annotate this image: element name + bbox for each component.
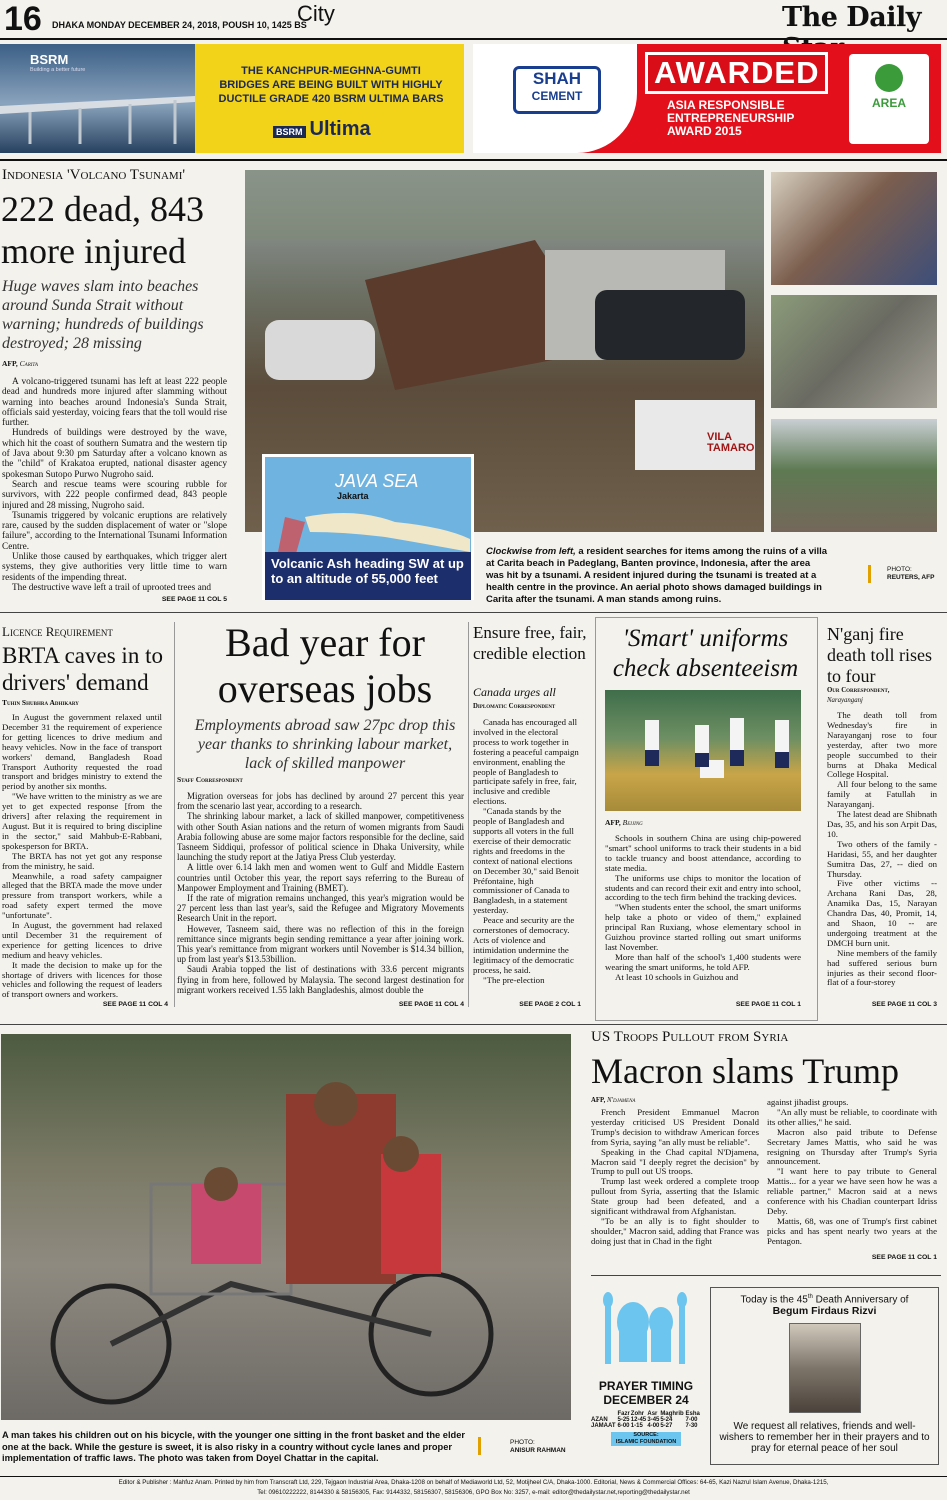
bicycle-photo [1, 1034, 571, 1420]
brta-para: In August the government relaxed until December 31 the requirement of experience for getting licences to drive medium and heavy vehicles. Now in the face of transport workers' demand, Bangladesh Road Transport Authority requested the road transport and bridges ministry to extend the period by another six months. [2, 713, 162, 792]
jobs-para: A little over 6.14 lakh men and women went to Gulf and Middle Eastern countries until October this year, the report says referring to the Bureau of Manpower Employment and Training (BMET). [177, 862, 464, 893]
sign-line: TAMARO [707, 442, 755, 454]
uniforms-body [605, 834, 801, 1000]
election-deck: Canada urges all [473, 685, 556, 699]
macron-jump[interactable]: SEE PAGE 11 COL 1 [871, 1254, 937, 1261]
vila-tamaro-sign [707, 432, 754, 454]
obit-line-b: Death Anniversary of [812, 1294, 909, 1306]
tsunami-byline-place: Carita [19, 359, 38, 368]
sign-line: VILA [707, 431, 733, 443]
tsunami-deck: Huge waves slam into beaches around Sunda Strait without warning; hundreds of buildings destroyed; 28 missing [2, 278, 204, 352]
prayer-date: DECEMBER 24 [603, 1393, 689, 1407]
nganj-para: Two others of the family - Haridasi, 55, and her daughter Sumitra Das, 27, -- died on Thursday. [827, 838, 937, 879]
area-badge-text: AREA [871, 96, 906, 110]
macron-byline [591, 1097, 635, 1104]
jobs-body [177, 791, 464, 999]
macron-byline-agency: AFP, [591, 1097, 606, 1104]
prayer-cell: 5-25 [617, 1417, 630, 1423]
credit-name: ANISUR RAHMAN [510, 1447, 566, 1454]
credit-name: REUTERS, AFP [887, 574, 935, 581]
obit-line-a: Today is the 45 [740, 1294, 808, 1306]
uniforms-photo [605, 690, 801, 811]
uniforms-para: Schools in southern China are using chip-powered "smart" school uniforms to track their students in a bid to tackle truancy and boost attendance, according to state media. [605, 834, 801, 873]
jobs-headline: Bad year for overseas jobs [217, 620, 433, 711]
awarded-headline: AWARDED [645, 52, 828, 94]
bicycle-caption: A man takes his children out on his bicycle, with the younger one sitting in the front basket and the elder one at the back. While the gesture is sweet, it is also risky in a country without cycle lanes and proper implementation of traffic laws. The photo was taken from Doyel Chattar in the capital. [2, 1430, 466, 1463]
prayer-row [591, 1423, 701, 1429]
tsunami-body [2, 377, 227, 595]
footer-rule [0, 1476, 947, 1477]
brta-para: It made the decision to make up for the shortage of drivers with licences for those vehicles and following the request of leaders of transport owners and workers. [2, 959, 162, 999]
nganj-byline-place: Narayanganj [827, 697, 863, 704]
prayer-cell: 5-27 [660, 1423, 673, 1429]
brta-body [2, 713, 162, 999]
tsunami-caption-lead: Clockwise from left, [486, 546, 576, 557]
prayer-cell: 6-00 [617, 1423, 630, 1429]
bsrm-logo: BSRM [30, 52, 69, 67]
nganj-body [827, 711, 937, 1000]
macron-byline-place: N'djamena [607, 1097, 636, 1104]
election-para: "Canada stands by the people of Bangladesh and supports all voters in the full exercise of their democratic rights and freedoms in the context of national elections on December 30," said Benoit Préfontaine, high commissioner of Canada to Bangladesh, in a statement yesterday. [473, 806, 579, 916]
jobs-para: The shrinking labour market, a lack of skilled manpower, competitiveness with other South Asian nations and the return of women migrants from Saudi Arabia following abuse are some major factors responsible for the decline, said Tasneem Siddiqui, professor of political science in Dhaka University, while launching the study report at the Jatiya Press Club yesterday. [177, 811, 464, 863]
masthead-logo: The Daily [782, 2, 921, 33]
nganj-jump[interactable]: SEE PAGE 11 COL 3 [871, 1001, 937, 1008]
obit-sup: th [807, 1294, 813, 1300]
brta-para: "We have written to the ministry as we are yet to get expected response [from the drivers] after relaxing the requirement in August. But it is required to bring discipline in the sector," said Mahbub-E-Rabbani, spokesperson for BRTA. [2, 791, 162, 851]
tsunami-para: Tsunamis triggered by volcanic eruptions are relatively rare, caused by the sudden displacement of water or "slope failure", according to the International Tsunami Information Centre. [2, 510, 227, 552]
cement-logo-word: CEMENT [531, 89, 583, 103]
uniforms-byline-agency: AFP, [605, 818, 621, 827]
prayer-title: PRAYER TIMING [598, 1379, 694, 1393]
tsunami-para: The destructive wave left a trail of uprooted trees and [12, 582, 212, 593]
tsunami-caption-text: a resident searches for items among the ruins of a villa at Carita beach in Padeglang, Banten province, Indonesia, after the area was hit by a tsunami. A resident injured during the tsunami is treated at a health centre in the province. An aerial photo shows damaged buildings in Carita after the tsunami. A man stands among ruins. [486, 546, 828, 605]
uniforms-para: The uniforms use chips to monitor the location of students and can record their exit and entry into school, according to the tech firm behind the tracking devices. [605, 872, 801, 903]
row-rule [0, 1024, 947, 1025]
bsrm-tagline: Building a better future [30, 67, 86, 73]
bridge-image [0, 44, 195, 153]
ad-rule [0, 159, 947, 161]
credit-label: PHOTO: [887, 566, 912, 573]
prayer-source [611, 1432, 681, 1446]
tsunami-para: Hundreds of buildings were destroyed by the wave, which hit the coast of southern Sumatra and the western tip of Java about 9:30 pm Saturday after a volcano known as the "child" of Krakatoa erupted, national disaster agency spokesman Sutopo Purwo Nugroho said. [2, 428, 227, 480]
brta-headline: BRTA caves in to drivers' demand [2, 643, 163, 695]
uniforms-para: More than half of the school's 1,400 students were wearing the smart uniforms, he told AFP. [605, 951, 801, 972]
macron-headline: Macron slams Trump [591, 1051, 900, 1091]
dateline: DHAKA MONDAY DECEMBER 24, 2018, POUSH 10, 1425 BS [52, 20, 307, 30]
mosque-icon [591, 1282, 701, 1374]
nganj-para: The death toll from Wednesday's fire in Narayanganj rose to four yesterday, after two more people succumbed to their burns at Dhaka Medical College Hospital. [827, 711, 937, 780]
jobs-deck: Employments abroad saw 27pc drop this year thanks to shrinking labour market, lack of skilled manpower [194, 717, 456, 772]
schoolchildren-graphic [605, 690, 801, 811]
prayer-box [591, 1282, 701, 1468]
brta-para: The BRTA has not yet got any response from the ministry, he said. [2, 850, 162, 871]
prayer-cell: AZAN [591, 1417, 608, 1423]
tsunami-photo-health-centre [771, 172, 937, 285]
shah-logo-word: SHAH [532, 69, 582, 88]
macron-para: "To be an ally is to fight shoulder to shoulder," Macron said, adding that France was doing just that in Chad in the fight [591, 1215, 759, 1246]
jobs-jump[interactable]: SEE PAGE 11 COL 4 [398, 1001, 464, 1008]
bicycle-photo-credit [510, 1439, 566, 1455]
macron-para: Trump last week ordered a complete troop pullout from Syria, asserting that the Islamic State group had been defeated, and a significant withdrawal from Afghanistan. [591, 1176, 759, 1217]
tsunami-headline: 222 dead, 843 more injured [1, 189, 204, 271]
bsrm-ad[interactable] [0, 44, 464, 153]
column-rule [174, 622, 175, 1007]
election-para: Peace and security are the cornerstones of democracy. Acts of violence and intimidation undermine the legitimacy of the democratic process, he said. [473, 915, 575, 975]
jobs-para: If the rate of migration remains unchanged, this year's migration would be 27 percent less than last year's, said the Refugee and Migratory Movements Research Unit in the report. [177, 893, 464, 924]
header-rule [0, 38, 947, 40]
brta-para: In August, the government had relaxed until December 31 the requirement of experience for getting licences to drive medium and heavy vehicles. [2, 920, 162, 960]
brta-byline: Tuhin Shubhra Adhikary [2, 698, 79, 707]
prayer-source-label: SOURCE: [633, 1432, 659, 1438]
macron-para: Speaking in the Chad capital N'Djamena, Macron said "I deeply regret the decision" by Trump to pull out US troops. [591, 1146, 759, 1177]
election-body [473, 718, 580, 1000]
jobs-byline: Staff Correspondent [177, 775, 243, 784]
macron-kicker: US Troops Pullout from Syria [591, 1029, 789, 1045]
prayer-head-cell: Asr [647, 1411, 658, 1417]
credit-label: PHOTO: [510, 1439, 535, 1446]
area-badge [849, 54, 929, 144]
prayer-cell: 7-00 [685, 1417, 698, 1423]
brta-jump[interactable]: SEE PAGE 11 COL 4 [102, 1001, 168, 1008]
map-caption: Volcanic Ash heading SW at up to an altitude of 55,000 feet [265, 552, 471, 600]
uniforms-jump[interactable]: SEE PAGE 11 COL 1 [735, 1001, 801, 1008]
macron-para: Mattis, 68, was one of Trump's first cabinet picks and has spent nearly two years at the Pentagon. [767, 1215, 937, 1246]
bsrm-small-logo: BSRM [273, 126, 306, 138]
prayer-source-name: ISLAMIC FOUNDATION [615, 1439, 677, 1445]
macron-para: "I want here to pay tribute to General Mattis... for a year we have seen how he was a reliable partner," Macron said at a news conference with his Chadian counterpart Idriss Deby. [767, 1166, 937, 1216]
tsunami-kicker: Indonesia 'Volcano Tsunami' [2, 167, 186, 183]
election-jump[interactable]: SEE PAGE 2 COL 1 [519, 1001, 581, 1008]
brta-kicker: Licence Requirement [2, 624, 113, 639]
macron-para: "An ally must be reliable, to coordinate with its other allies," he said. [767, 1106, 937, 1127]
tsunami-jump[interactable]: SEE PAGE 11 COL 5 [161, 596, 227, 603]
jobs-para: Migration overseas for jobs has declined by around 27 percent this year from the scenario last year, according to a research. [177, 791, 464, 812]
obituary-box [710, 1287, 939, 1465]
macron-body-col1 [591, 1108, 759, 1266]
election-headline: Ensure free, fair, credible election [473, 623, 587, 663]
obit-name: Begum Firdaus Rizvi [772, 1305, 877, 1318]
nganj-headline: N'ganj fire death toll rises to four [827, 624, 932, 686]
obit-line [711, 1294, 938, 1305]
election-para: Canada has encouraged all involved in the electoral process to work together in fostering a peaceful campaign environment, enabling the people of Bangladesh to participate safely in free, fair, inclusive and credible elections. [473, 718, 579, 807]
map-city-label: Jakarta [337, 491, 369, 501]
column-rule [468, 622, 469, 1007]
tsunami-photo-aerial [771, 295, 937, 408]
nganj-para: Nine members of the family had suffered serious burn injuries as their second floor-flat of a four-storey [827, 947, 937, 988]
prayer-cell: 1-15 [630, 1423, 643, 1429]
macron-para: French President Emmanuel Macron yesterday criticised US President Donald Trump's decision to withdraw American forces from Syria, saying "an ally must be reliable". [591, 1108, 759, 1147]
ultima-logo: Ultima [309, 118, 371, 140]
obit-message: We request all relatives, friends and well-wishers to remember her in their prayers and to pray for eternal peace of her soul [719, 1421, 930, 1455]
prayer-cell: 12-45 [630, 1417, 647, 1423]
uniforms-para: "When students enter the school, the smart uniforms help take a photo or video of them," explained principal Ran Ruxiang, whose elementary school in Guizhou province started rolling out smart uniforms last November. [605, 902, 801, 952]
prayer-cell: 3-45 [647, 1417, 660, 1423]
nganj-para: The latest dead are Shibnath Das, 35, and his son Arpit Das, 10. [827, 809, 937, 839]
tsunami-para: Unlike those caused by earthquakes, which trigger alert systems, they give authorities very little time to warn residents of the impending threat. [2, 552, 227, 583]
jobs-para: However, Tasneem said, there was no reflection of this in the foreign remittance since migrants begin sending remittance a year after joining work. This year's remittance from migrant workers until November is $14.34 billion, up from last year's $13.53billion. [177, 923, 464, 965]
election-byline: Diplomatic Correspondent [473, 703, 556, 710]
nganj-para: All four belong to the same family at Fatullah in Narayanganj. [827, 779, 937, 810]
prayer-cell: 7-30 [685, 1423, 698, 1429]
shah-cement-ad[interactable] [473, 44, 941, 153]
row-rule [0, 612, 947, 613]
prayer-cell: 4-00 [647, 1423, 660, 1429]
bsrm-product-mark [273, 118, 371, 141]
prayer-cell: 5-24 [660, 1417, 673, 1423]
photo-credit-bar [868, 565, 871, 583]
page-number: 16 [4, 0, 42, 38]
tsunami-photo-man-ruins [771, 419, 937, 532]
prayer-head-cell: Fazr [617, 1411, 630, 1417]
tree-icon [875, 64, 903, 92]
uniforms-headline: 'Smart' uniforms check absenteeism [612, 625, 799, 682]
macron-para: Macron also paid tribute to Defense Secretary James Mattis, who said he was resigning on Thursday after Trump's Syria announcement. [767, 1126, 937, 1167]
bicycle-family-graphic [1, 1034, 571, 1420]
tsunami-byline [2, 359, 38, 368]
prayer-head-cell: Esha [685, 1411, 700, 1417]
uniforms-byline-place: Beijing [622, 818, 643, 827]
prayer-cell: JAMAAT [591, 1423, 616, 1429]
shah-cement-logo [513, 66, 601, 114]
section-name: City [297, 1, 335, 26]
macron-para: against jihadist groups. [767, 1098, 849, 1107]
tsunami-para: Search and rescue teams were scouring rubble for survivors, with 222 people confirmed dead, 843 people injured and 28 missing, Nugroho said. [2, 479, 227, 511]
award-text: ASIA RESPONSIBLE ENTREPRENEURSHIP AWARD 2015 [667, 98, 795, 138]
tsunami-map [262, 454, 474, 600]
tsunami-byline-agency: AFP, [2, 359, 18, 368]
nganj-para: Five other victims -- Archana Rani Das, 28, Anamika Das, 15, Narayan Chandra Das, 40, Promit, 14, and Shaon, 10 -- are undergoing treatment at the DMCH burn unit. [827, 878, 937, 948]
tsunami-para: A volcano-triggered tsunami has left at least 222 people dead and hundreds more injured after slamming without warning into beaches around Indonesia's Sunda Strait, officials said yesterday, voicing fears that the toll would rise further. [2, 377, 227, 429]
map-sea-label: JAVA SEA [335, 471, 419, 491]
row-rule [591, 1275, 941, 1276]
bsrm-yellow-panel [195, 44, 464, 153]
uniforms-para: At least 10 schools in Guizhou and [615, 971, 739, 982]
macron-body-col2 [767, 1098, 937, 1250]
election-para: "The pre-election [483, 974, 545, 985]
footer-imprint: Editor & Publisher : Mahfuz Anam. Printed by him from Transcraft Ltd, 229, Tejgaon Industrial Area, Dhaka-1208 on behalf of Mediaworld Ltd, 52, Motijheel C/A, Dhaka-1000. Editorial, News & Commercial Offices: 64-65, Kazi Nazrul Islam Avenue, Dhaka-1215, [118, 1479, 829, 1486]
prayer-head-cell: Maghrib [660, 1411, 684, 1417]
uniforms-byline [605, 818, 643, 827]
brta-para: Meanwhile, a road safety campaigner alleged that the BRTA made the move under pressure from transport workers, while a road safety expert termed the move "unfortunate". [2, 870, 162, 921]
obit-portrait [789, 1323, 861, 1413]
nganj-byline: Our Correspondent, [827, 687, 890, 694]
footer-contact: Tel: 09610222222, 8144330 & 58156305, Fax: 9144332, 58156307, 58156306, GPO Box No: 3257, e-mail: editor@thedailystar.net,reporting@thedailystar.net [257, 1489, 690, 1496]
prayer-table [591, 1411, 701, 1429]
jobs-para: Saudi Arabia topped the list of destinations with 33.6 percent migrants flying in from here, followed by Malaysia. The second largest destination for migrant workers received 1.55 lakh Bangladeshis, almost double the [177, 964, 464, 995]
prayer-head-cell: Zohr [630, 1411, 645, 1417]
photo-credit-bar [478, 1437, 481, 1455]
tsunami-caption [486, 546, 830, 606]
tsunami-photo-credit [887, 566, 934, 582]
bsrm-ad-text: THE KANCHPUR-MEGHNA-GUMTI BRIDGES ARE BEING BUILT WITH HIGHLY DUCTILE GRADE 420 BSRM ULTIMA BARS [218, 65, 444, 105]
